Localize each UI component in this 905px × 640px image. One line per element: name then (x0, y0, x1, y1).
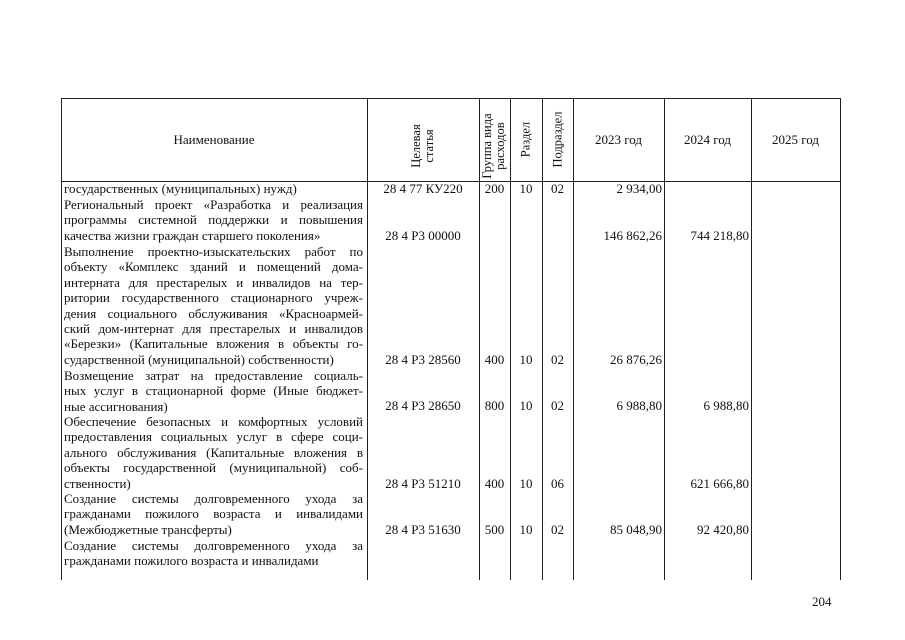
page-number: 204 (812, 594, 832, 609)
name-line: «Березки» (Капитальные вложения в объекты го- (64, 336, 363, 352)
name-line: сударственной (муниципальной) собственности) (64, 351, 334, 367)
expense-group-cell: 500 (484, 522, 505, 537)
subsection-cell: 02 (551, 398, 564, 413)
subsection-cell: 02 (551, 181, 564, 196)
name-line: Возмещение затрат на предоставление социаль- (64, 368, 363, 383)
name-line: программы системной поддержки и повышения (64, 212, 363, 228)
name-line: Региональный проект «Разработка и реализация (64, 197, 363, 212)
target-article-cell: 28 4 P3 00000 (385, 228, 461, 243)
name-line: ский дом-интернат для престарелых и инвалидов (64, 321, 363, 337)
header-year-2025: 2025 год (772, 131, 819, 147)
table-row (61, 228, 841, 244)
name-line: ных услуг в стационарной форме (Иные бюджет- (64, 383, 363, 399)
amount-2024-cell: 6 988,80 (703, 398, 749, 413)
amount-2023-cell: 26 876,26 (610, 352, 662, 367)
amount-2024-cell: 621 666,80 (690, 476, 749, 491)
expense-group-cell: 200 (484, 181, 505, 196)
name-line: ального обслуживания (Капитальные вложения в (64, 444, 363, 460)
name-line: ственности) (64, 475, 131, 491)
amount-2023-cell: 6 988,80 (616, 398, 662, 413)
header-subsection: Подраздел (550, 111, 565, 168)
section-cell: 10 (519, 352, 533, 367)
subsection-cell: 06 (551, 476, 564, 491)
header-name: Наименование (173, 131, 255, 147)
expense-group-cell: 800 (484, 398, 505, 413)
header-year-2024: 2024 год (684, 131, 731, 147)
name-line: ритории государственного стационарного учреж- (64, 290, 363, 306)
amount-2024-cell: 92 420,80 (697, 522, 749, 537)
column-divider (367, 98, 368, 580)
name-line: дения социального обслуживания «Красноармей- (64, 305, 363, 321)
name-line: Выполнение проектно-изыскательских работ по (64, 244, 363, 259)
amount-2024-cell: 744 218,80 (690, 228, 749, 243)
name-line: интерната для престарелых и инвалидов на тер- (64, 274, 363, 290)
section-cell: 10 (519, 398, 533, 413)
name-line: предоставления социальных услуг в сфере соци- (64, 429, 363, 445)
table-row (61, 181, 841, 197)
name-line: Создание системы долговременного ухода за (64, 491, 363, 506)
section-cell: 10 (519, 522, 533, 537)
amount-2023-cell: 85 048,90 (610, 522, 662, 537)
target-article-cell: 28 4 P3 28650 (385, 398, 461, 413)
name-line: Создание системы долговременного ухода за (64, 538, 363, 553)
amount-2023-cell: 2 934,00 (616, 181, 662, 196)
name-line: государственных (муниципальных) нужд) (64, 181, 297, 196)
expense-group-cell: 400 (484, 476, 505, 491)
column-divider (542, 98, 543, 580)
name-line: объекту «Комплекс зданий и помещений дома- (64, 259, 363, 275)
row-name (64, 244, 363, 367)
name-line: качества жизни граждан старшего поколения» (64, 227, 321, 243)
section-cell: 10 (519, 476, 533, 491)
table-row (61, 476, 841, 492)
budget-table (61, 98, 841, 580)
name-line: гражданами пожилого возраста и инвалидами (64, 553, 319, 569)
target-article-cell: 28 4 P3 51210 (385, 476, 461, 491)
section-cell: 10 (519, 181, 533, 196)
subsection-cell: 02 (551, 352, 564, 367)
table-border-right (840, 98, 841, 580)
name-line: гражданами пожилого возраста и инвалидами (64, 506, 363, 522)
header-target-article: Целевая статья (409, 124, 436, 168)
header-section: Раздел (518, 121, 533, 158)
table-row (61, 352, 841, 368)
header-expense-group: Группа вида расходов (480, 113, 507, 179)
target-article-cell: 28 4 77 КУ220 (383, 181, 463, 196)
target-article-cell: 28 4 P3 51630 (385, 522, 461, 537)
name-line: объекты государственной (муниципальной) соб- (64, 460, 363, 476)
header-year-2023: 2023 год (595, 131, 642, 147)
row-name (64, 538, 363, 569)
name-line: (Межбюджетные трансферты) (64, 521, 232, 537)
subsection-cell: 02 (551, 522, 564, 537)
name-line: Обеспечение безопасных и комфортных условий (64, 414, 363, 429)
target-article-cell: 28 4 P3 28560 (385, 352, 461, 367)
amount-2023-cell: 146 862,26 (603, 228, 662, 243)
expense-group-cell: 400 (484, 352, 505, 367)
column-divider (510, 98, 511, 580)
name-line: ные ассигнования) (64, 398, 168, 414)
table-row (61, 522, 841, 538)
table-row (61, 398, 841, 414)
